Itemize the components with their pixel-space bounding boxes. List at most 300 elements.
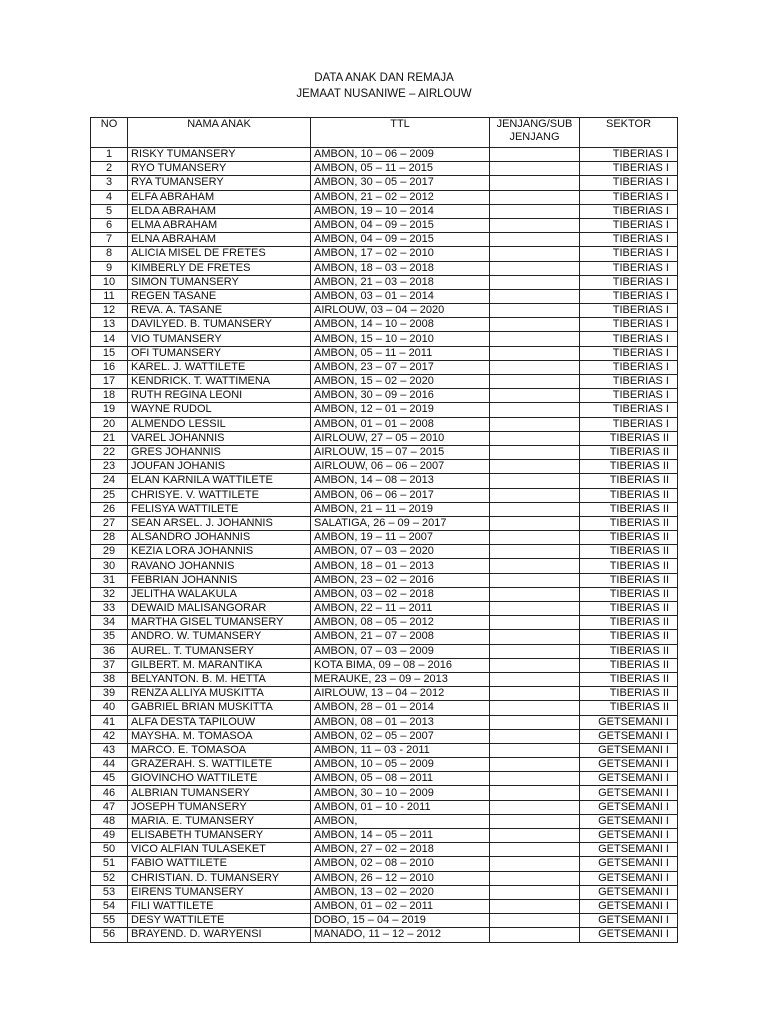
sektor-cell: GETSEMANI I <box>580 729 678 743</box>
children-data-table <box>90 117 678 943</box>
child-name: RYO TUMANSERY <box>128 162 311 176</box>
sektor-cell: GETSEMANI I <box>580 772 678 786</box>
row-number: 22 <box>91 445 128 459</box>
child-name: JELITHA WALAKULA <box>128 587 311 601</box>
row-number: 19 <box>91 403 128 417</box>
row-number: 12 <box>91 304 128 318</box>
jenjang-cell <box>490 899 580 913</box>
child-name: GABRIEL BRIAN MUSKITTA <box>128 701 311 715</box>
row-number: 50 <box>91 843 128 857</box>
birth-place-date: AMBON, 05 – 11 – 2011 <box>311 346 490 360</box>
birth-place-date: AMBON, 23 – 07 – 2017 <box>311 360 490 374</box>
jenjang-cell <box>490 545 580 559</box>
child-name: ELFA ABRAHAM <box>128 190 311 204</box>
sektor-cell: TIBERIAS II <box>580 701 678 715</box>
row-number: 3 <box>91 176 128 190</box>
table-row <box>91 857 678 871</box>
birth-place-date: AMBON, 21 – 07 – 2008 <box>311 630 490 644</box>
table-row <box>91 204 678 218</box>
row-number: 26 <box>91 502 128 516</box>
child-name: ALICIA MISEL DE FRETES <box>128 247 311 261</box>
jenjang-cell <box>490 289 580 303</box>
birth-place-date: AMBON, 21 – 11 – 2019 <box>311 502 490 516</box>
table-row <box>91 602 678 616</box>
birth-place-date: AMBON, 11 – 03 - 2011 <box>311 743 490 757</box>
column-header-sektor: SEKTOR <box>580 118 678 148</box>
table-row <box>91 275 678 289</box>
birth-place-date: DOBO, 15 – 04 – 2019 <box>311 914 490 928</box>
child-name: DAVILYED. B. TUMANSERY <box>128 318 311 332</box>
child-name: RENZA ALLIYA MUSKITTA <box>128 687 311 701</box>
table-row <box>91 715 678 729</box>
row-number: 47 <box>91 800 128 814</box>
sektor-cell: TIBERIAS I <box>580 289 678 303</box>
table-row <box>91 332 678 346</box>
child-name: ELDA ABRAHAM <box>128 204 311 218</box>
row-number: 5 <box>91 204 128 218</box>
table-row <box>91 559 678 573</box>
table-row <box>91 375 678 389</box>
birth-place-date: AMBON, 17 – 02 – 2010 <box>311 247 490 261</box>
birth-place-date: AMBON, 02 – 08 – 2010 <box>311 857 490 871</box>
row-number: 37 <box>91 658 128 672</box>
row-number: 39 <box>91 687 128 701</box>
row-number: 54 <box>91 899 128 913</box>
jenjang-cell <box>490 318 580 332</box>
table-row <box>91 403 678 417</box>
jenjang-cell <box>490 389 580 403</box>
column-header-nama-anak: NAMA ANAK <box>128 118 311 148</box>
birth-place-date: AIRLOUW, 13 – 04 – 2012 <box>311 687 490 701</box>
birth-place-date: AMBON, 04 – 09 – 2015 <box>311 218 490 232</box>
child-name: KEZIA LORA JOHANNIS <box>128 545 311 559</box>
child-name: MARCO. E. TOMASOA <box>128 743 311 757</box>
jenjang-cell <box>490 616 580 630</box>
row-number: 44 <box>91 758 128 772</box>
sektor-cell: TIBERIAS II <box>580 573 678 587</box>
birth-place-date: AMBON, 13 – 02 – 2020 <box>311 885 490 899</box>
child-name: GRAZERAH. S. WATTILETE <box>128 758 311 772</box>
row-number: 46 <box>91 786 128 800</box>
child-name: RAVANO JOHANNIS <box>128 559 311 573</box>
table-row <box>91 389 678 403</box>
child-name: JOUFAN JOHANIS <box>128 460 311 474</box>
jenjang-cell <box>490 743 580 757</box>
sektor-cell: TIBERIAS II <box>580 687 678 701</box>
table-row <box>91 644 678 658</box>
column-header-jenjang: JENJANG/SUB JENJANG <box>490 118 580 148</box>
birth-place-date: AMBON, 23 – 02 – 2016 <box>311 573 490 587</box>
birth-place-date: AMBON, 19 – 10 – 2014 <box>311 204 490 218</box>
child-name: MARIA. E. TUMANSERY <box>128 814 311 828</box>
jenjang-cell <box>490 772 580 786</box>
jenjang-cell <box>490 928 580 942</box>
jenjang-cell <box>490 516 580 530</box>
jenjang-cell <box>490 247 580 261</box>
sektor-cell: TIBERIAS I <box>580 218 678 232</box>
sektor-cell: TIBERIAS II <box>580 658 678 672</box>
child-name: SIMON TUMANSERY <box>128 275 311 289</box>
table-row <box>91 814 678 828</box>
jenjang-cell <box>490 360 580 374</box>
birth-place-date: SALATIGA, 26 – 09 – 2017 <box>311 516 490 530</box>
birth-place-date: AMBON, 30 – 05 – 2017 <box>311 176 490 190</box>
birth-place-date: KOTA BIMA, 09 – 08 – 2016 <box>311 658 490 672</box>
jenjang-cell <box>490 445 580 459</box>
child-name: RISKY TUMANSERY <box>128 148 311 162</box>
sektor-cell: TIBERIAS II <box>580 445 678 459</box>
row-number: 40 <box>91 701 128 715</box>
column-header-no: NO <box>91 118 128 148</box>
jenjang-cell <box>490 275 580 289</box>
table-row <box>91 176 678 190</box>
table-row <box>91 261 678 275</box>
table-row <box>91 218 678 232</box>
child-name: REVA. A. TASANE <box>128 304 311 318</box>
birth-place-date: AMBON, 22 – 11 – 2011 <box>311 602 490 616</box>
row-number: 23 <box>91 460 128 474</box>
jenjang-cell <box>490 885 580 899</box>
row-number: 11 <box>91 289 128 303</box>
jenjang-cell <box>490 346 580 360</box>
child-name: KAREL. J. WATTILETE <box>128 360 311 374</box>
table-row <box>91 190 678 204</box>
birth-place-date: AMBON, 15 – 02 – 2020 <box>311 375 490 389</box>
child-name: GIOVINCHO WATTILETE <box>128 772 311 786</box>
row-number: 52 <box>91 871 128 885</box>
jenjang-cell <box>490 162 580 176</box>
child-name: DEWAID MALISANGORAR <box>128 602 311 616</box>
table-row <box>91 701 678 715</box>
row-number: 45 <box>91 772 128 786</box>
birth-place-date: AMBON, 19 – 11 – 2007 <box>311 531 490 545</box>
sektor-cell: GETSEMANI I <box>580 871 678 885</box>
jenjang-cell <box>490 729 580 743</box>
child-name: SEAN ARSEL. J. JOHANNIS <box>128 516 311 530</box>
jenjang-cell <box>490 261 580 275</box>
child-name: RYA TUMANSERY <box>128 176 311 190</box>
sektor-cell: TIBERIAS II <box>580 616 678 630</box>
jenjang-cell <box>490 829 580 843</box>
sektor-cell: TIBERIAS II <box>580 630 678 644</box>
birth-place-date: AMBON, 01 – 10 - 2011 <box>311 800 490 814</box>
birth-place-date: AMBON, 10 – 05 – 2009 <box>311 758 490 772</box>
table-row <box>91 445 678 459</box>
table-row <box>91 914 678 928</box>
sektor-cell: TIBERIAS I <box>580 176 678 190</box>
table-row <box>91 304 678 318</box>
row-number: 8 <box>91 247 128 261</box>
child-name: GRES JOHANNIS <box>128 445 311 459</box>
table-row <box>91 885 678 899</box>
column-header-ttl: TTL <box>311 118 490 148</box>
row-number: 28 <box>91 531 128 545</box>
table-row <box>91 772 678 786</box>
child-name: KIMBERLY DE FRETES <box>128 261 311 275</box>
table-row <box>91 360 678 374</box>
jenjang-cell <box>490 332 580 346</box>
table-row <box>91 672 678 686</box>
child-name: ELMA ABRAHAM <box>128 218 311 232</box>
row-number: 7 <box>91 233 128 247</box>
table-row <box>91 502 678 516</box>
table-row <box>91 460 678 474</box>
jenjang-cell <box>490 701 580 715</box>
birth-place-date: AMBON, 30 – 10 – 2009 <box>311 786 490 800</box>
child-name: ALBRIAN TUMANSERY <box>128 786 311 800</box>
sektor-cell: TIBERIAS II <box>580 460 678 474</box>
child-name: VICO ALFIAN TULASEKET <box>128 843 311 857</box>
row-number: 38 <box>91 672 128 686</box>
sektor-cell: TIBERIAS I <box>580 332 678 346</box>
table-row <box>91 247 678 261</box>
sektor-cell: TIBERIAS II <box>580 431 678 445</box>
sektor-cell: GETSEMANI I <box>580 928 678 942</box>
child-name: MARTHA GISEL TUMANSERY <box>128 616 311 630</box>
row-number: 16 <box>91 360 128 374</box>
sektor-cell: GETSEMANI I <box>580 899 678 913</box>
table-row <box>91 729 678 743</box>
sektor-cell: TIBERIAS II <box>580 644 678 658</box>
row-number: 2 <box>91 162 128 176</box>
birth-place-date: AMBON, 08 – 01 – 2013 <box>311 715 490 729</box>
table-row <box>91 928 678 942</box>
child-name: FELISYA WATTILETE <box>128 502 311 516</box>
birth-place-date: AMBON, 05 – 11 – 2015 <box>311 162 490 176</box>
table-row <box>91 871 678 885</box>
sektor-cell: TIBERIAS I <box>580 304 678 318</box>
table-row <box>91 346 678 360</box>
row-number: 29 <box>91 545 128 559</box>
birth-place-date: AMBON, <box>311 814 490 828</box>
child-name: ELAN KARNILA WATTILETE <box>128 474 311 488</box>
jenjang-cell <box>490 871 580 885</box>
sektor-cell: GETSEMANI I <box>580 743 678 757</box>
row-number: 34 <box>91 616 128 630</box>
birth-place-date: AIRLOUW, 27 – 05 – 2010 <box>311 431 490 445</box>
jenjang-cell <box>490 573 580 587</box>
row-number: 18 <box>91 389 128 403</box>
birth-place-date: AMBON, 28 – 01 – 2014 <box>311 701 490 715</box>
table-row <box>91 531 678 545</box>
child-name: FABIO WATTILETE <box>128 857 311 871</box>
jenjang-cell <box>490 687 580 701</box>
birth-place-date: AMBON, 15 – 10 – 2010 <box>311 332 490 346</box>
table-row <box>91 658 678 672</box>
jenjang-cell <box>490 204 580 218</box>
child-name: REGEN TASANE <box>128 289 311 303</box>
child-name: ELISABETH TUMANSERY <box>128 829 311 843</box>
birth-place-date: AIRLOUW, 03 – 04 – 2020 <box>311 304 490 318</box>
table-row <box>91 417 678 431</box>
birth-place-date: AMBON, 21 – 03 – 2018 <box>311 275 490 289</box>
birth-place-date: AMBON, 03 – 02 – 2018 <box>311 587 490 601</box>
row-number: 32 <box>91 587 128 601</box>
sektor-cell: TIBERIAS I <box>580 360 678 374</box>
child-name: FEBRIAN JOHANNIS <box>128 573 311 587</box>
table-row <box>91 843 678 857</box>
birth-place-date: AMBON, 18 – 03 – 2018 <box>311 261 490 275</box>
row-number: 21 <box>91 431 128 445</box>
sektor-cell: TIBERIAS II <box>580 559 678 573</box>
table-row <box>91 800 678 814</box>
sektor-cell: TIBERIAS I <box>580 190 678 204</box>
table-row <box>91 786 678 800</box>
row-number: 14 <box>91 332 128 346</box>
jenjang-cell <box>490 630 580 644</box>
table-row <box>91 545 678 559</box>
row-number: 43 <box>91 743 128 757</box>
row-number: 36 <box>91 644 128 658</box>
sektor-cell: TIBERIAS II <box>580 516 678 530</box>
table-row <box>91 162 678 176</box>
row-number: 55 <box>91 914 128 928</box>
table-row <box>91 148 678 162</box>
jenjang-cell <box>490 474 580 488</box>
table-row <box>91 829 678 843</box>
sektor-cell: TIBERIAS I <box>580 162 678 176</box>
child-name: DESY WATTILETE <box>128 914 311 928</box>
sektor-cell: TIBERIAS II <box>580 672 678 686</box>
row-number: 33 <box>91 602 128 616</box>
jenjang-cell <box>490 304 580 318</box>
jenjang-cell <box>490 417 580 431</box>
jenjang-cell <box>490 148 580 162</box>
sektor-cell: TIBERIAS I <box>580 233 678 247</box>
table-row <box>91 630 678 644</box>
sektor-cell: TIBERIAS I <box>580 148 678 162</box>
jenjang-cell <box>490 814 580 828</box>
child-name: GILBERT. M. MARANTIKA <box>128 658 311 672</box>
jenjang-cell <box>490 190 580 204</box>
table-row <box>91 743 678 757</box>
jenjang-cell <box>490 488 580 502</box>
sektor-cell: GETSEMANI I <box>580 857 678 871</box>
jenjang-cell <box>490 658 580 672</box>
jenjang-cell <box>490 233 580 247</box>
jenjang-cell <box>490 176 580 190</box>
birth-place-date: AMBON, 05 – 08 – 2011 <box>311 772 490 786</box>
birth-place-date: AIRLOUW, 15 – 07 – 2015 <box>311 445 490 459</box>
row-number: 27 <box>91 516 128 530</box>
birth-place-date: AMBON, 04 – 09 – 2015 <box>311 233 490 247</box>
jenjang-cell <box>490 502 580 516</box>
table-body <box>91 148 678 943</box>
birth-place-date: AMBON, 21 – 02 – 2012 <box>311 190 490 204</box>
birth-place-date: AMBON, 07 – 03 – 2009 <box>311 644 490 658</box>
child-name: WAYNE RUDOL <box>128 403 311 417</box>
row-number: 35 <box>91 630 128 644</box>
document-subtitle: JEMAAT NUSANIWE – AIRLOUW <box>296 88 472 100</box>
jenjang-cell <box>490 800 580 814</box>
row-number: 25 <box>91 488 128 502</box>
child-name: EIRENS TUMANSERY <box>128 885 311 899</box>
sektor-cell: TIBERIAS I <box>580 204 678 218</box>
row-number: 20 <box>91 417 128 431</box>
sektor-cell: GETSEMANI I <box>580 829 678 843</box>
child-name: ELNA ABRAHAM <box>128 233 311 247</box>
sektor-cell: GETSEMANI I <box>580 786 678 800</box>
birth-place-date: AIRLOUW, 06 – 06 – 2007 <box>311 460 490 474</box>
jenjang-cell <box>490 644 580 658</box>
sektor-cell: TIBERIAS I <box>580 375 678 389</box>
sektor-cell: GETSEMANI I <box>580 800 678 814</box>
row-number: 41 <box>91 715 128 729</box>
sektor-cell: TIBERIAS I <box>580 389 678 403</box>
document-title: DATA ANAK DAN REMAJA <box>314 72 454 84</box>
row-number: 4 <box>91 190 128 204</box>
birth-place-date: AMBON, 30 – 09 – 2016 <box>311 389 490 403</box>
sektor-cell: TIBERIAS II <box>580 545 678 559</box>
table-row <box>91 488 678 502</box>
jenjang-cell <box>490 914 580 928</box>
sektor-cell: GETSEMANI I <box>580 885 678 899</box>
row-number: 56 <box>91 928 128 942</box>
row-number: 17 <box>91 375 128 389</box>
sektor-cell: TIBERIAS II <box>580 587 678 601</box>
child-name: RUTH REGINA LEONI <box>128 389 311 403</box>
sektor-cell: GETSEMANI I <box>580 814 678 828</box>
sektor-cell: GETSEMANI I <box>580 715 678 729</box>
sektor-cell: TIBERIAS I <box>580 403 678 417</box>
child-name: ANDRO. W. TUMANSERY <box>128 630 311 644</box>
jenjang-cell <box>490 587 580 601</box>
birth-place-date: AMBON, 06 – 06 – 2017 <box>311 488 490 502</box>
birth-place-date: AMBON, 14 – 10 – 2008 <box>311 318 490 332</box>
jenjang-cell <box>490 602 580 616</box>
row-number: 48 <box>91 814 128 828</box>
child-name: JOSEPH TUMANSERY <box>128 800 311 814</box>
birth-place-date: AMBON, 01 – 02 – 2011 <box>311 899 490 913</box>
table-row <box>91 616 678 630</box>
jenjang-cell <box>490 531 580 545</box>
birth-place-date: AMBON, 03 – 01 – 2014 <box>311 289 490 303</box>
birth-place-date: AMBON, 14 – 08 – 2013 <box>311 474 490 488</box>
row-number: 49 <box>91 829 128 843</box>
jenjang-cell <box>490 758 580 772</box>
table-row <box>91 289 678 303</box>
sektor-cell: TIBERIAS I <box>580 346 678 360</box>
jenjang-cell <box>490 375 580 389</box>
table-row <box>91 431 678 445</box>
sektor-cell: TIBERIAS II <box>580 488 678 502</box>
birth-place-date: AMBON, 18 – 01 – 2013 <box>311 559 490 573</box>
row-number: 30 <box>91 559 128 573</box>
child-name: CHRISYE. V. WATTILETE <box>128 488 311 502</box>
sektor-cell: TIBERIAS I <box>580 417 678 431</box>
birth-place-date: AMBON, 12 – 01 – 2019 <box>311 403 490 417</box>
birth-place-date: AMBON, 02 – 05 – 2007 <box>311 729 490 743</box>
child-name: ALFA DESTA TAPILOUW <box>128 715 311 729</box>
sektor-cell: TIBERIAS II <box>580 502 678 516</box>
birth-place-date: AMBON, 01 – 01 – 2008 <box>311 417 490 431</box>
table-row <box>91 474 678 488</box>
jenjang-cell <box>490 786 580 800</box>
row-number: 51 <box>91 857 128 871</box>
birth-place-date: MERAUKE, 23 – 09 – 2013 <box>311 672 490 686</box>
child-name: KENDRICK. T. WATTIMENA <box>128 375 311 389</box>
sektor-cell: TIBERIAS I <box>580 318 678 332</box>
child-name: BRAYEND. D. WARYENSI <box>128 928 311 942</box>
birth-place-date: AMBON, 27 – 02 – 2018 <box>311 843 490 857</box>
child-name: ALMENDO LESSIL <box>128 417 311 431</box>
sektor-cell: TIBERIAS II <box>580 531 678 545</box>
table-row <box>91 233 678 247</box>
row-number: 24 <box>91 474 128 488</box>
table-row <box>91 516 678 530</box>
jenjang-cell <box>490 403 580 417</box>
child-name: AUREL. T. TUMANSERY <box>128 644 311 658</box>
